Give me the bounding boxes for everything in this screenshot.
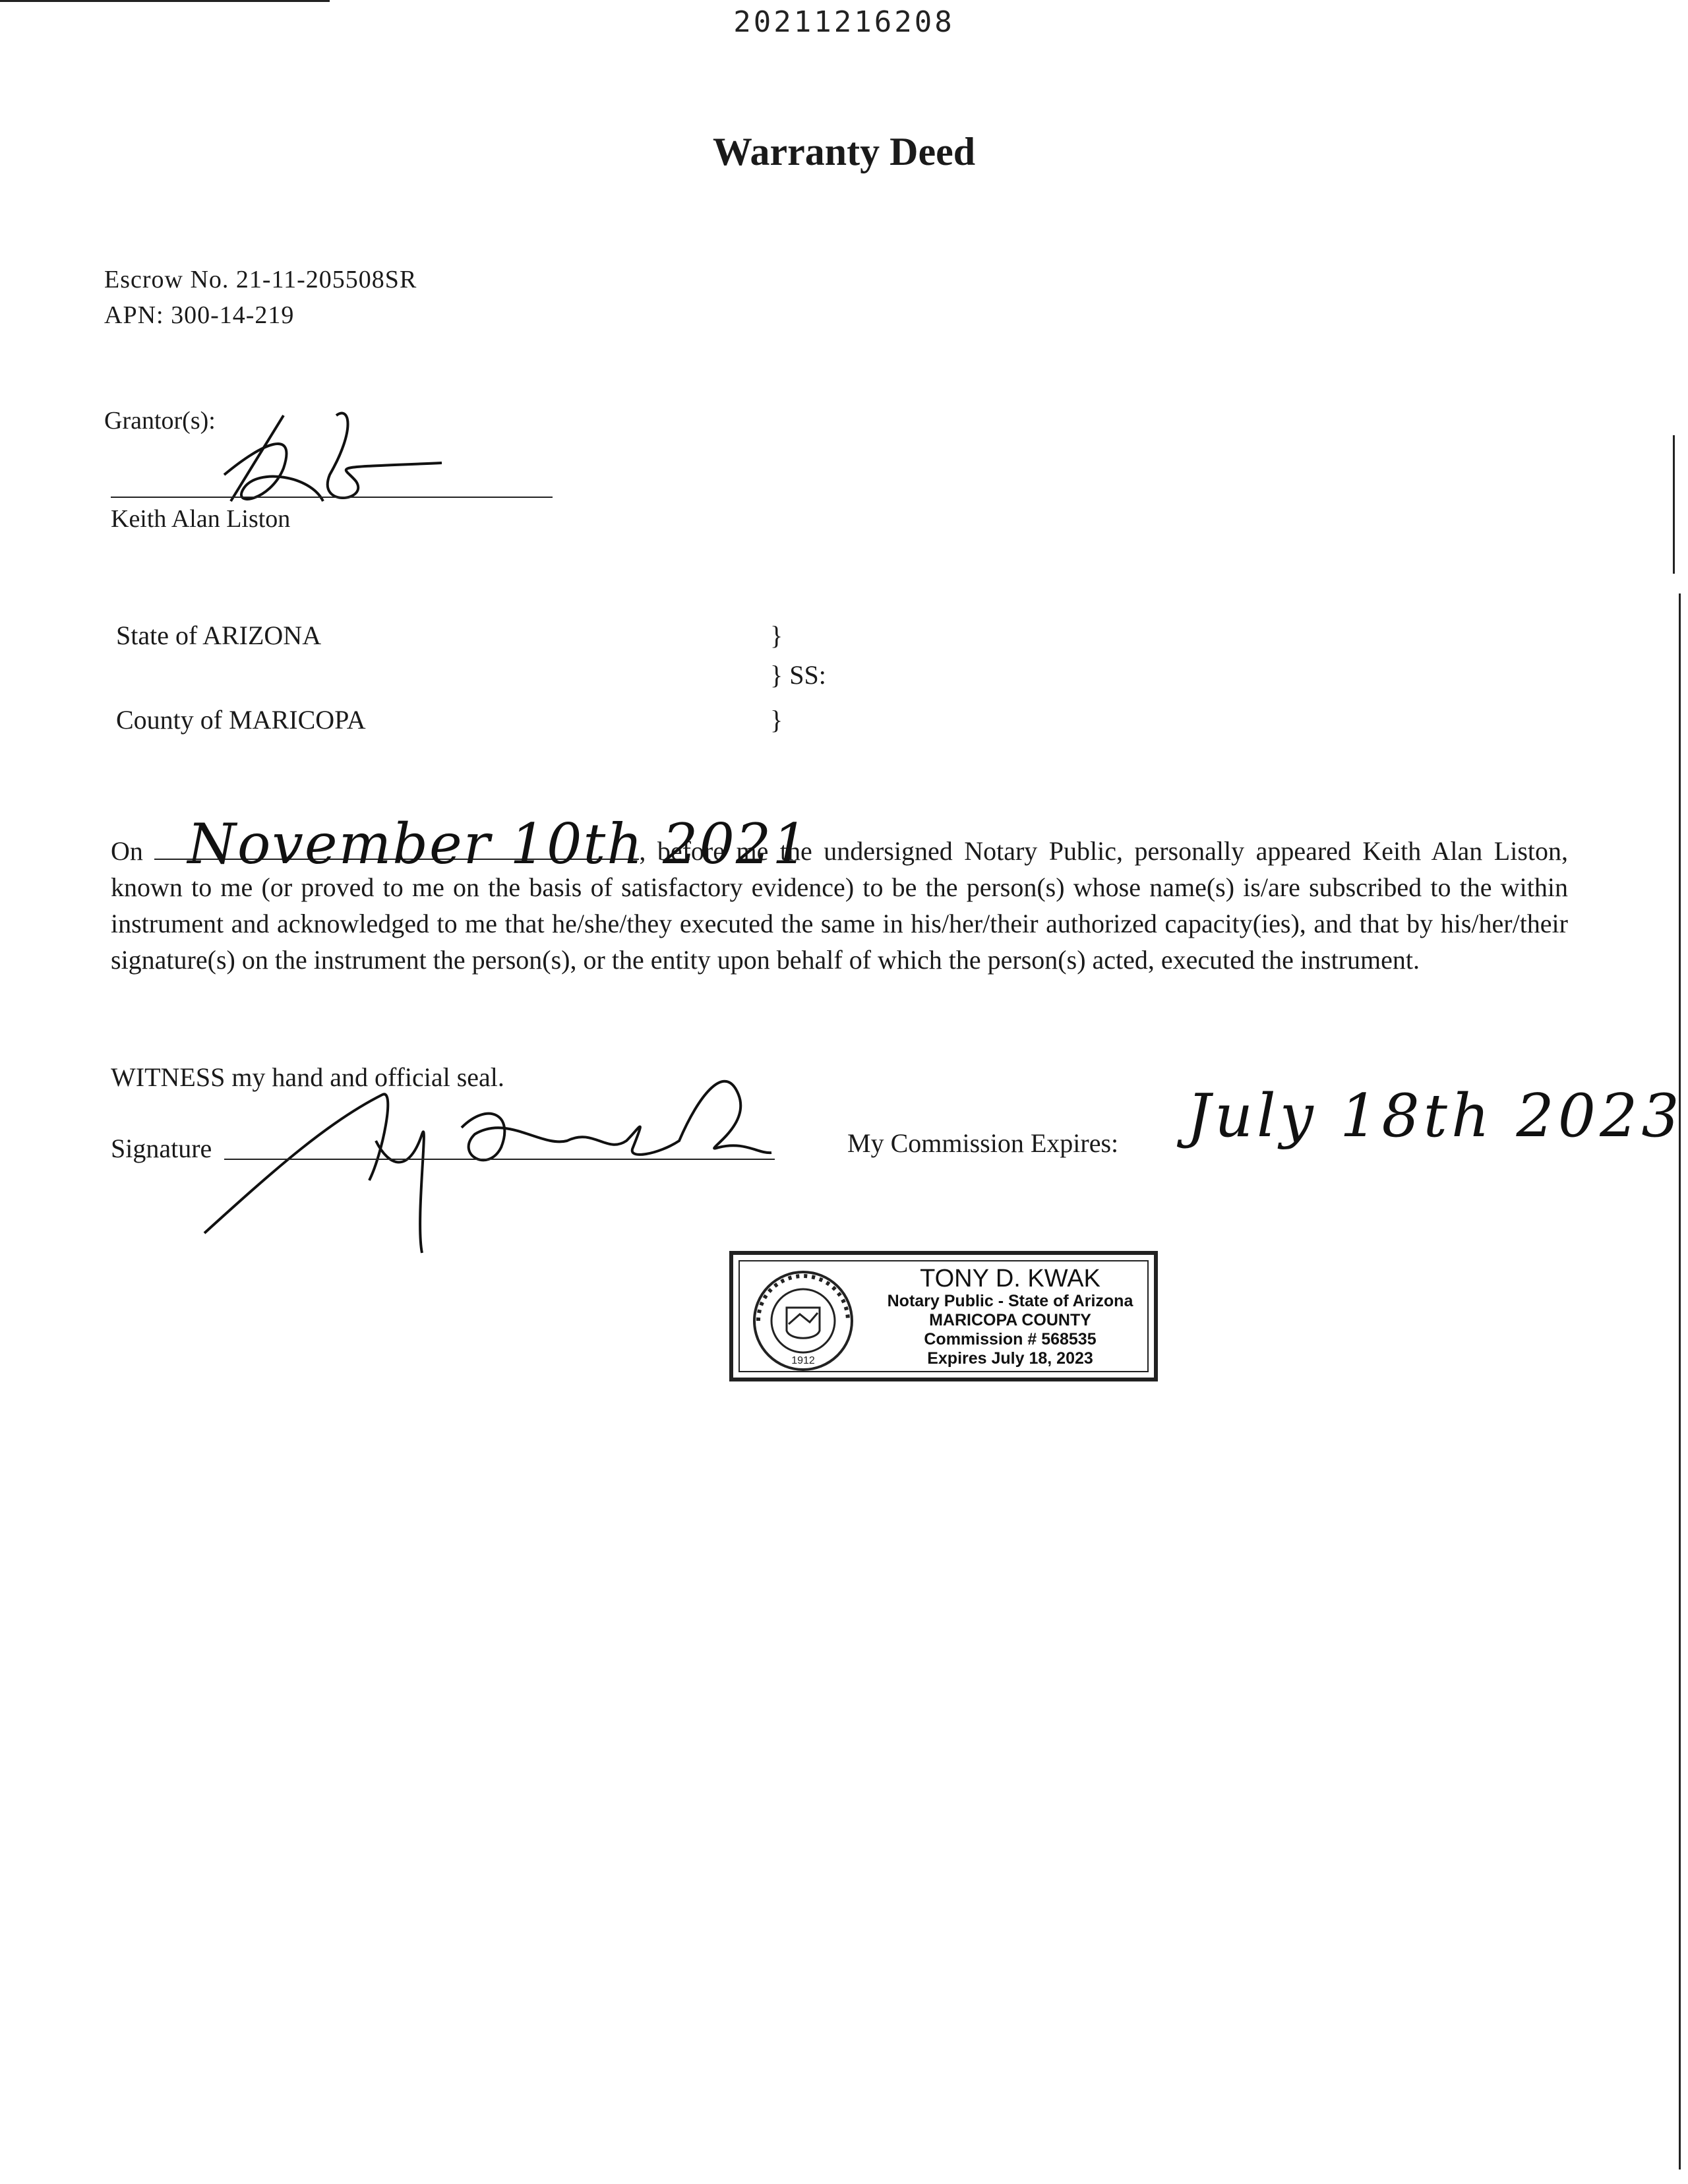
acknowledgment-date-handwritten: November 10th 2021 <box>187 812 809 876</box>
brace-ss: } SS: <box>770 660 826 690</box>
notary-commission-number: Commission # 568535 <box>924 1330 1097 1349</box>
scan-edge-right <box>1673 435 1675 574</box>
record-number: 20211216208 <box>733 5 955 39</box>
signature-label: Signature <box>111 1134 212 1163</box>
grantor-signature <box>218 402 468 521</box>
grantor-signature-line <box>111 497 553 498</box>
acknowledgment-date-field <box>154 812 809 876</box>
commission-label: My Commission Expires: <box>847 1128 1119 1158</box>
escrow-number: Escrow No. 21-11-205508SR <box>104 266 417 293</box>
signature-line <box>224 1159 775 1160</box>
notary-county: MARICOPA COUNTY <box>929 1311 1091 1329</box>
commission-date-handwritten: July 18th 2023 <box>1187 1081 1683 1151</box>
acknowledgment-lead: On <box>111 836 143 866</box>
notary-name: TONY D. KWAK <box>920 1265 1100 1292</box>
brace-bottom: } <box>770 705 783 735</box>
acknowledgment-paragraph <box>111 812 1568 978</box>
document-title: Warranty Deed <box>712 130 976 173</box>
acknowledgment-body: , before me the undersigned Notary Public, personally appeared Keith Alan Liston, known to me (or proved to me on the basis of satisfactory evidence) to be the person(s) whose name(s) is/are subscribed to the within instrument and acknowledged to me that he/she/they executed the same in his/her/their authorized capacity(ies), and that by his/her/their signature(s) on the instrument the person(s), or the entity upon behalf of which the person(s) acted, executed the instrument. <box>111 836 1568 975</box>
notary-signature <box>198 1055 778 1273</box>
venue-state: State of ARIZONA <box>116 621 322 650</box>
grantor-name: Keith Alan Liston <box>111 505 291 533</box>
scan-edge-right-lower <box>1679 593 1681 2169</box>
apn-number: APN: 300-14-219 <box>104 301 295 329</box>
notary-stamp-inner-border <box>738 1260 1149 1372</box>
notary-title: Notary Public - State of Arizona <box>887 1292 1133 1310</box>
state-seal-icon <box>750 1268 856 1374</box>
notary-stamp-text <box>872 1265 1149 1368</box>
notary-stamp <box>729 1251 1158 1381</box>
scan-edge-top <box>0 0 330 2</box>
brace-top: } <box>770 621 783 650</box>
venue-county: County of MARICOPA <box>116 705 366 735</box>
notary-expiration: Expires July 18, 2023 <box>927 1349 1093 1368</box>
witness-statement: WITNESS my hand and official seal. <box>111 1062 504 1092</box>
seal-year: 1912 <box>791 1355 815 1366</box>
grantor-label: Grantor(s): <box>104 407 216 435</box>
